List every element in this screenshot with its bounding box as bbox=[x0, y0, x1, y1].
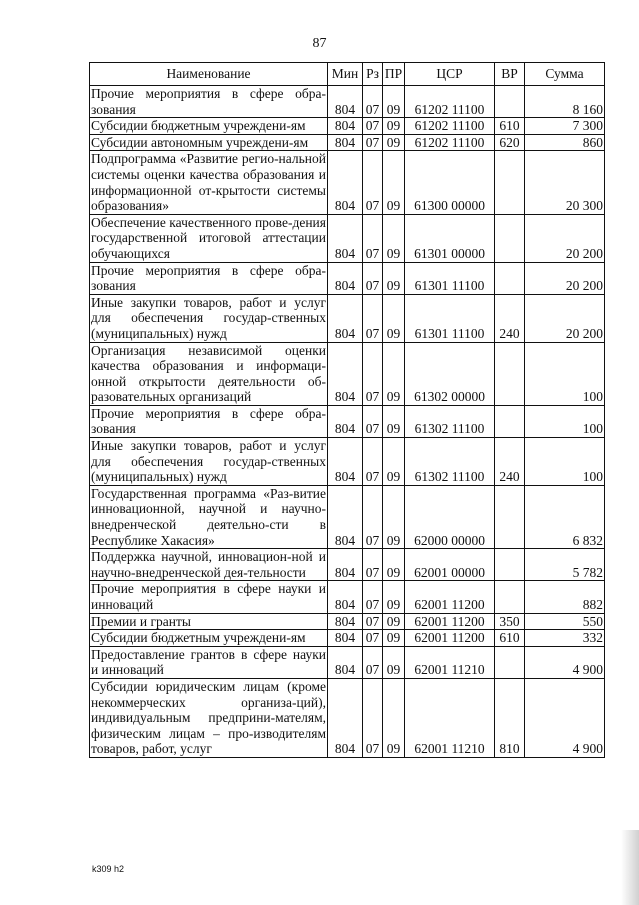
cell-sum: 8 160 bbox=[525, 86, 605, 118]
cell-vr: 620 bbox=[495, 134, 525, 151]
cell-sum: 550 bbox=[525, 613, 605, 630]
cell-vr bbox=[495, 581, 525, 613]
cell-min: 804 bbox=[328, 405, 363, 437]
cell-sum: 100 bbox=[525, 405, 605, 437]
cell-csr: 62001 11210 bbox=[405, 678, 495, 757]
table-row bbox=[90, 118, 605, 135]
cell-rz: 07 bbox=[363, 134, 383, 151]
table-header-row bbox=[90, 63, 605, 86]
cell-pr: 09 bbox=[383, 581, 405, 613]
cell-pr: 09 bbox=[383, 549, 405, 581]
cell-rz: 07 bbox=[363, 294, 383, 342]
cell-name: Обеспечение качественного прове-дения государственной итоговой аттестации обучающихся bbox=[91, 214, 326, 261]
cell-csr: 62001 11200 bbox=[405, 613, 495, 630]
table-row bbox=[90, 342, 605, 405]
cell-min: 804 bbox=[328, 613, 363, 630]
header-min: Мин bbox=[328, 63, 363, 86]
cell-min: 804 bbox=[328, 214, 363, 262]
cell-name: Премии и гранты bbox=[90, 613, 328, 630]
cell-rz: 07 bbox=[363, 630, 383, 647]
header-vr: ВР bbox=[495, 63, 525, 86]
table-row bbox=[90, 549, 605, 581]
cell-csr: 61202 11100 bbox=[405, 118, 495, 135]
cell-vr: 610 bbox=[495, 118, 525, 135]
cell-pr: 09 bbox=[383, 613, 405, 630]
cell-vr: 240 bbox=[495, 294, 525, 342]
cell-pr: 09 bbox=[383, 678, 405, 757]
cell-pr: 09 bbox=[383, 646, 405, 678]
cell-rz: 07 bbox=[363, 438, 383, 486]
budget-table bbox=[89, 62, 605, 758]
cell-rz: 07 bbox=[363, 581, 383, 613]
cell-vr bbox=[495, 151, 525, 214]
cell-rz: 07 bbox=[363, 86, 383, 118]
cell-sum: 4 900 bbox=[525, 678, 605, 757]
cell-sum: 20 300 bbox=[525, 151, 605, 214]
header-sum: Сумма bbox=[525, 63, 605, 86]
table-row bbox=[90, 581, 605, 613]
table-row bbox=[90, 646, 605, 678]
table-row bbox=[90, 134, 605, 151]
cell-min: 804 bbox=[328, 646, 363, 678]
cell-sum: 4 900 bbox=[525, 646, 605, 678]
cell-sum: 332 bbox=[525, 630, 605, 647]
table-row bbox=[90, 262, 605, 294]
header-pr: ПР bbox=[383, 63, 405, 86]
cell-name: Подпрограмма «Развитие регио-нальной системы оценки качества образования и информационной от-крытости системы образования» bbox=[91, 151, 326, 214]
cell-min: 804 bbox=[328, 485, 363, 548]
cell-vr: 350 bbox=[495, 613, 525, 630]
cell-name: Государственная программа «Раз-витие инновационной, научной и научно-внедренческой деятельно-сти в Республике Хакасия» bbox=[91, 485, 326, 548]
cell-name: Прочие мероприятия в сфере обра-зования bbox=[91, 262, 326, 294]
cell-csr: 61302 11100 bbox=[405, 438, 495, 486]
table-row bbox=[90, 613, 605, 630]
cell-csr: 62001 11200 bbox=[405, 581, 495, 613]
footer-code: k309 h2 bbox=[92, 864, 125, 874]
cell-min: 804 bbox=[328, 86, 363, 118]
cell-pr: 09 bbox=[383, 118, 405, 135]
cell-pr: 09 bbox=[383, 294, 405, 342]
cell-vr bbox=[495, 214, 525, 262]
cell-name: Предоставление грантов в сфере науки и инноваций bbox=[91, 646, 326, 678]
cell-name: Иные закупки товаров, работ и услуг для обеспечения государ-ственных (муниципальных) нужд bbox=[91, 438, 326, 485]
cell-sum: 100 bbox=[525, 342, 605, 405]
cell-csr: 62001 11200 bbox=[405, 630, 495, 647]
cell-pr: 09 bbox=[383, 342, 405, 405]
cell-pr: 09 bbox=[383, 405, 405, 437]
cell-rz: 07 bbox=[363, 646, 383, 678]
table-body bbox=[90, 86, 605, 758]
cell-min: 804 bbox=[328, 438, 363, 486]
cell-csr: 61301 00000 bbox=[405, 214, 495, 262]
cell-rz: 07 bbox=[363, 262, 383, 294]
cell-name: Прочие мероприятия в сфере науки и инноваций bbox=[91, 581, 326, 612]
scan-shadow bbox=[621, 830, 639, 905]
table-row bbox=[90, 485, 605, 548]
cell-name: Субсидии автономным учреждени-ям bbox=[90, 134, 328, 151]
cell-pr: 09 bbox=[383, 438, 405, 486]
table-row bbox=[90, 86, 605, 118]
cell-csr: 61302 00000 bbox=[405, 342, 495, 405]
table-row bbox=[90, 151, 605, 214]
cell-min: 804 bbox=[328, 581, 363, 613]
table-row bbox=[90, 438, 605, 486]
cell-min: 804 bbox=[328, 134, 363, 151]
table-row bbox=[90, 630, 605, 647]
cell-rz: 07 bbox=[363, 613, 383, 630]
cell-pr: 09 bbox=[383, 485, 405, 548]
cell-csr: 61301 11100 bbox=[405, 294, 495, 342]
table-row bbox=[90, 214, 605, 262]
cell-sum: 7 300 bbox=[525, 118, 605, 135]
cell-min: 804 bbox=[328, 151, 363, 214]
cell-sum: 20 200 bbox=[525, 294, 605, 342]
page-number: 87 bbox=[312, 36, 327, 51]
cell-pr: 09 bbox=[383, 262, 405, 294]
cell-rz: 07 bbox=[363, 118, 383, 135]
header-name: Наименование bbox=[90, 63, 328, 86]
cell-rz: 07 bbox=[363, 342, 383, 405]
header-csr: ЦСР bbox=[405, 63, 495, 86]
cell-sum: 100 bbox=[525, 438, 605, 486]
cell-min: 804 bbox=[328, 630, 363, 647]
cell-vr bbox=[495, 262, 525, 294]
cell-name: Субсидии бюджетным учреждени-ям bbox=[90, 118, 328, 135]
cell-name: Субсидии юридическим лицам (кроме некоммерческих организа-ций), индивидуальным предприни-мателям, физическим лицам – про-изводителям товаров, работ, услуг bbox=[91, 678, 326, 757]
cell-sum: 20 200 bbox=[525, 262, 605, 294]
cell-vr bbox=[495, 405, 525, 437]
cell-rz: 07 bbox=[363, 485, 383, 548]
cell-csr: 61300 00000 bbox=[405, 151, 495, 214]
table-row bbox=[90, 405, 605, 437]
cell-pr: 09 bbox=[383, 134, 405, 151]
table-row bbox=[90, 294, 605, 342]
cell-csr: 61301 11100 bbox=[405, 262, 495, 294]
cell-sum: 5 782 bbox=[525, 549, 605, 581]
cell-vr: 810 bbox=[495, 678, 525, 757]
cell-csr: 62001 00000 bbox=[405, 549, 495, 581]
cell-csr: 62000 00000 bbox=[405, 485, 495, 548]
cell-vr bbox=[495, 342, 525, 405]
cell-pr: 09 bbox=[383, 151, 405, 214]
cell-sum: 860 bbox=[525, 134, 605, 151]
cell-pr: 09 bbox=[383, 214, 405, 262]
cell-name: Поддержка научной, инновацион-ной и научно-внедренческой дея-тельности bbox=[91, 549, 326, 580]
cell-vr bbox=[495, 549, 525, 581]
cell-vr: 610 bbox=[495, 630, 525, 647]
cell-pr: 09 bbox=[383, 630, 405, 647]
cell-csr: 61302 11100 bbox=[405, 405, 495, 437]
cell-rz: 07 bbox=[363, 549, 383, 581]
cell-name: Прочие мероприятия в сфере обра-зования bbox=[91, 86, 326, 117]
cell-sum: 20 200 bbox=[525, 214, 605, 262]
cell-vr bbox=[495, 86, 525, 118]
cell-name: Субсидии бюджетным учреждени-ям bbox=[90, 630, 328, 647]
cell-rz: 07 bbox=[363, 405, 383, 437]
cell-sum: 882 bbox=[525, 581, 605, 613]
cell-csr: 61202 11100 bbox=[405, 134, 495, 151]
cell-min: 804 bbox=[328, 294, 363, 342]
cell-vr bbox=[495, 485, 525, 548]
cell-vr: 240 bbox=[495, 438, 525, 486]
cell-sum: 6 832 bbox=[525, 485, 605, 548]
cell-name: Иные закупки товаров, работ и услуг для обеспечения государ-ственных (муниципальных) нужд bbox=[91, 294, 326, 341]
table-row bbox=[90, 678, 605, 757]
cell-name: Организация независимой оценки качества образования и информаци-онной открытости деятельности об-разовательных организаций bbox=[91, 342, 326, 405]
cell-pr: 09 bbox=[383, 86, 405, 118]
cell-vr bbox=[495, 646, 525, 678]
header-rz: Рз bbox=[363, 63, 383, 86]
cell-min: 804 bbox=[328, 342, 363, 405]
cell-rz: 07 bbox=[363, 678, 383, 757]
cell-min: 804 bbox=[328, 262, 363, 294]
cell-rz: 07 bbox=[363, 151, 383, 214]
cell-csr: 61202 11100 bbox=[405, 86, 495, 118]
cell-csr: 62001 11210 bbox=[405, 646, 495, 678]
cell-min: 804 bbox=[328, 549, 363, 581]
cell-rz: 07 bbox=[363, 214, 383, 262]
cell-name: Прочие мероприятия в сфере обра-зования bbox=[91, 405, 326, 437]
cell-min: 804 bbox=[328, 118, 363, 135]
cell-min: 804 bbox=[328, 678, 363, 757]
